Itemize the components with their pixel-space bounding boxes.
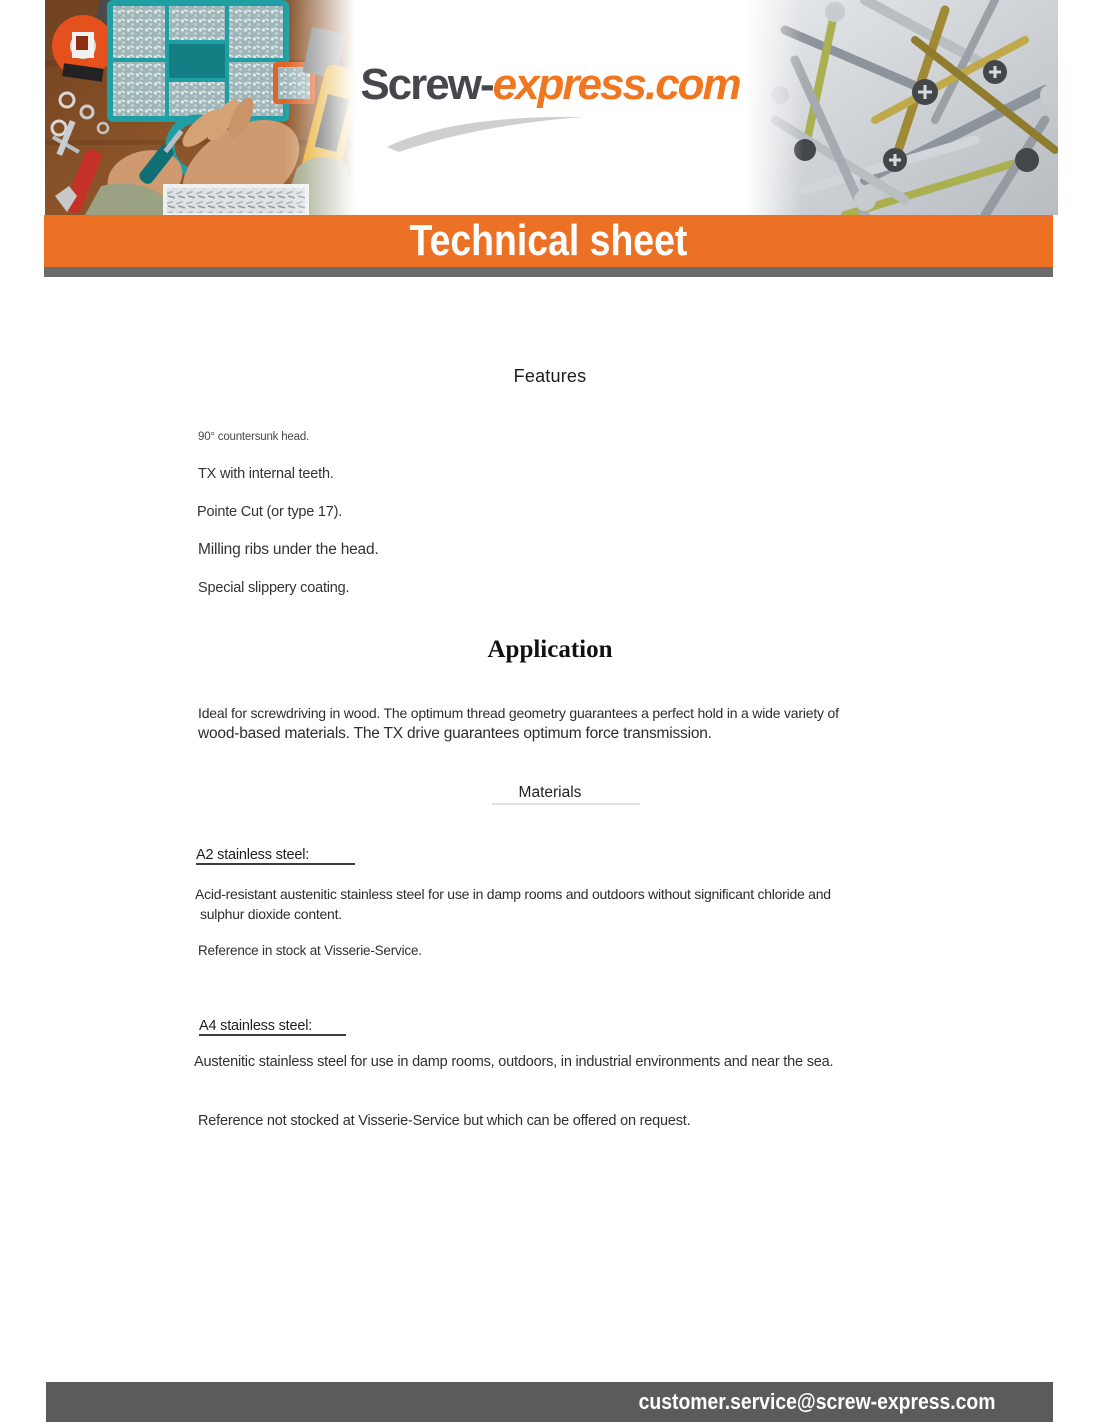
- application-line: wood-based materials. The TX drive guarantees optimum force transmission.: [198, 725, 712, 742]
- a4-steel-heading: A4 stainless steel:: [199, 1018, 346, 1036]
- a2-section-heading-wrap: [196, 846, 355, 865]
- header-divider-bar: [44, 267, 1053, 277]
- logo-swoosh-icon: [383, 113, 588, 153]
- application-line: Ideal for screwdriving in wood. The optimum thread geometry guarantees a perfect hold in a wide variety of: [198, 705, 839, 721]
- logo-area: [355, 0, 745, 215]
- application-paragraph: [198, 704, 839, 744]
- materials-title: Materials: [518, 784, 582, 801]
- a2-description-line: sulphur dioxide content.: [200, 906, 342, 922]
- a2-reference-note: Reference in stock at Visserie-Service.: [198, 943, 422, 958]
- site-logo: [360, 59, 740, 109]
- features-title: Features: [513, 366, 587, 386]
- a2-description-line: Acid-resistant austenitic stainless steel for use in damp rooms and outdoors without significant chloride and: [195, 886, 831, 902]
- a4-section-heading-wrap: [199, 1017, 346, 1036]
- a2-steel-heading: A2 stainless steel:: [196, 847, 355, 865]
- a4-steel-description: Austenitic stainless steel for use in damp rooms, outdoors, in industrial environments and near the sea.: [194, 1054, 834, 1070]
- feature-item: 90° countersunk head.: [198, 431, 310, 443]
- logo-text-screw: Screw-: [360, 59, 493, 109]
- technical-sheet-banner: [44, 215, 1053, 267]
- a2-steel-description: [195, 884, 831, 924]
- footer-bar: [46, 1382, 1053, 1422]
- feature-item: Pointe Cut (or type 17).: [197, 504, 343, 520]
- feature-item: TX with internal teeth.: [198, 466, 334, 482]
- header-photo-right: [745, 0, 1058, 215]
- header-photo-left: [45, 0, 355, 215]
- customer-service-email: customer.service@screw-express.com: [638, 1389, 995, 1414]
- workbench-photo-illustration: [45, 0, 355, 215]
- a4-reference-note: Reference not stocked at Visserie-Service but which can be offered on request.: [198, 1113, 691, 1129]
- screws-photo-illustration: [745, 0, 1058, 215]
- logo-text-express: express.com: [492, 59, 740, 109]
- application-title: Application: [487, 636, 613, 663]
- materials-faint-rule: [492, 803, 640, 805]
- feature-item: Milling ribs under the head.: [198, 541, 379, 558]
- feature-item: Special slippery coating.: [198, 580, 350, 596]
- banner-title: Technical sheet: [409, 216, 688, 265]
